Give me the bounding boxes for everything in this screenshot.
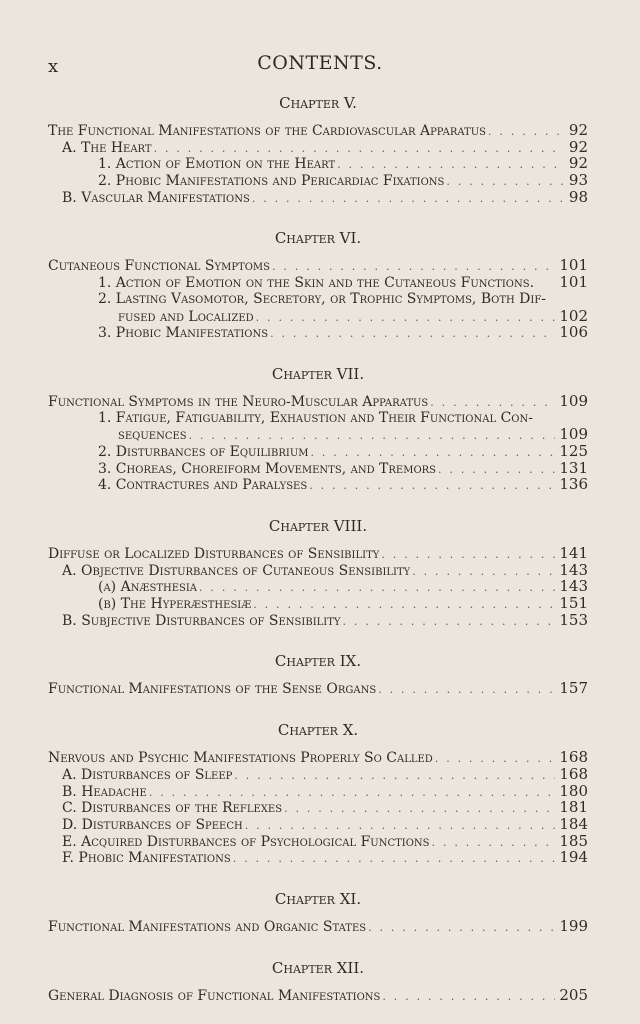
toc-entry-page: 143 [559,560,588,579]
dot-leader [256,310,556,327]
toc-entry-page: 92 [568,154,588,173]
toc-entry-page: 106 [559,323,588,342]
toc-entry [48,393,588,410]
toc-entry-page: 93 [568,171,588,190]
toc-entry-page: 92 [568,137,588,156]
toc-entry [48,291,588,308]
toc-entry-page: 136 [559,475,588,494]
dot-leader [337,157,565,174]
toc-entry-title: F. Phobic Manifestations [62,850,231,867]
toc-entry-title: A. Objective Disturbances of Cutaneous Sensibility [62,562,411,579]
toc-entry-page: 131 [559,458,588,477]
toc-entry-title: A. Disturbances of Sleep [62,766,233,783]
toc-entry-title: B. Subjective Disturbances of Sensibility [62,612,341,629]
toc-entry [48,849,588,866]
toc-entry-title: fused and Localized [118,308,254,325]
toc-entry-page: 143 [559,577,588,596]
toc-entry [48,410,588,427]
dot-leader [343,614,556,631]
toc-entry-page: 125 [559,441,588,460]
toc-entry [48,324,588,341]
toc-entry-title: B. Headache [62,783,147,800]
toc-entry-title: Diffuse or Localized Disturbances of Sensibility [48,546,380,562]
toc-entry [48,749,588,766]
toc-entry-title: 1. Action of Emotion on the Heart [98,156,336,173]
chapter-section [48,957,588,1004]
chapter-section [48,888,588,935]
dot-leader [149,785,556,802]
toc-entry-page: 141 [559,544,588,562]
dot-leader [378,682,555,699]
dot-leader [270,326,555,343]
toc-entry-title: D. Disturbances of Speech [62,816,243,833]
dot-leader [382,989,555,1006]
table-of-contents [48,86,588,1003]
dot-leader [412,564,555,581]
toc-entry-title: 2. Lasting Vasomotor, Secretory, or Trophic Symptoms, Both Dif- [98,290,546,307]
toc-entry-title: (b) The Hyperæsthesiæ [98,596,252,613]
toc-entry [48,987,588,1004]
dot-leader [446,174,564,191]
chapter-section [48,515,588,628]
dot-leader [272,259,555,276]
toc-entry [48,545,588,562]
toc-entry-page: 205 [559,985,588,1004]
dot-leader [234,768,555,785]
toc-entry-page: 153 [559,610,588,629]
chapter-heading: Chapter V. [279,94,357,112]
toc-entry-title: Cutaneous Functional Symptoms [48,258,271,275]
toc-entry-page: 109 [559,425,588,444]
toc-entry-page: 199 [559,916,588,935]
toc-entry-title: Functional Symptoms in the Neuro-Muscular Apparatus [48,393,429,410]
toc-entry-page: 98 [568,187,588,206]
toc-entry-page: 101 [559,256,588,275]
dot-leader [381,547,555,564]
toc-entry [48,680,588,697]
dot-leader [154,141,565,158]
toc-entry-title: 1. Action of Emotion on the Skin and the Cutaneous Functions. [98,275,535,292]
toc-entry-title: 3. Choreas, Choreiform Movements, and Tremors [98,460,437,477]
dot-leader [253,597,555,614]
chapter-heading: Chapter IX. [274,652,362,671]
toc-entry-title: (a) Anæsthesia [98,579,198,596]
toc-entry [48,816,588,833]
dot-leader [438,462,555,479]
dot-leader [488,124,565,141]
toc-entry [48,476,588,493]
toc-entry-page: 180 [559,781,588,800]
toc-entry [48,122,588,139]
toc-entry [48,562,588,579]
toc-entry [48,257,588,274]
toc-entry-title: sequences [118,427,187,444]
toc-entry-page: 184 [559,814,588,833]
toc-entry-title: 2. Disturbances of Equilibrium [98,443,309,460]
chapter-heading: Chapter VII. [271,364,365,383]
toc-entry-title: The Functional Manifestations of the Cardiovascular Apparatus [48,123,486,139]
chapter-section [48,227,588,340]
page-number: x [48,56,59,77]
chapter-heading: Chapter VIII. [268,517,368,535]
toc-entry [48,595,588,612]
toc-entry [48,460,588,477]
page-header [0,50,640,80]
chapter-heading: Chapter XI. [274,889,362,908]
dot-leader [252,191,565,208]
toc-entry [48,139,588,156]
toc-entry-title: E. Acquired Disturbances of Psychological Functions [62,833,430,850]
toc-entry-title: Functional Manifestations of the Sense Organs [48,681,377,698]
toc-entry [48,578,588,595]
toc-entry-page: 194 [559,848,588,867]
dot-leader [245,818,556,835]
dot-leader [432,835,556,852]
chapter-section [48,363,588,493]
toc-entry-page: 157 [559,679,588,698]
toc-entry-title: B. Vascular Manifestations [62,189,250,206]
chapter-heading: Chapter VI. [274,229,362,248]
toc-entry-page: 185 [559,831,588,850]
toc-entry [48,833,588,850]
toc-entry-page: 168 [559,748,588,767]
page-title: CONTENTS. [257,52,383,74]
toc-entry-title: General Diagnosis of Functional Manifestations [48,987,381,1004]
toc-entry [48,426,588,443]
toc-entry-page: 181 [559,798,588,817]
dot-leader [189,428,556,445]
toc-entry-page: 151 [559,594,588,613]
toc-entry-title: 1. Fatigue, Fatiguability, Exhaustion and Their Functional Con- [98,409,533,426]
toc-entry [48,799,588,816]
toc-entry [48,274,588,291]
dot-leader [284,801,555,818]
toc-entry-page: 109 [559,391,588,410]
chapter-heading: Chapter XII. [271,958,365,977]
toc-entry-page: 92 [568,121,588,139]
toc-entry [48,172,588,189]
chapter-section [48,650,588,697]
toc-entry-page: 101 [559,273,588,292]
dot-leader [311,445,556,462]
dot-leader [435,751,556,768]
dot-leader [368,920,555,937]
toc-entry-page: 168 [559,764,588,783]
toc-entry-title: A. The Heart [62,139,152,156]
toc-entry [48,308,588,325]
toc-entry-title: 3. Phobic Manifestations [98,325,269,342]
toc-entry-title: 4. Contractures and Paralyses [98,477,308,494]
dot-leader [233,851,556,868]
dot-leader [309,478,555,495]
chapter-section [48,719,588,866]
toc-entry [48,612,588,629]
toc-entry-title: Nervous and Psychic Manifestations Properly So Called [48,750,433,767]
toc-entry-page: 102 [559,306,588,325]
toc-entry [48,155,588,172]
dot-leader [199,580,555,597]
toc-entry [48,766,588,783]
toc-entry [48,443,588,460]
chapter-heading: Chapter X. [277,721,359,740]
toc-entry-title: Functional Manifestations and Organic States [48,918,367,935]
toc-entry-title: C. Disturbances of the Reflexes [62,800,283,817]
toc-entry-title: 2. Phobic Manifestations and Pericardiac Fixations [98,173,445,190]
toc-entry [48,189,588,206]
toc-entry [48,783,588,800]
toc-entry [48,918,588,935]
chapter-section [48,92,588,205]
